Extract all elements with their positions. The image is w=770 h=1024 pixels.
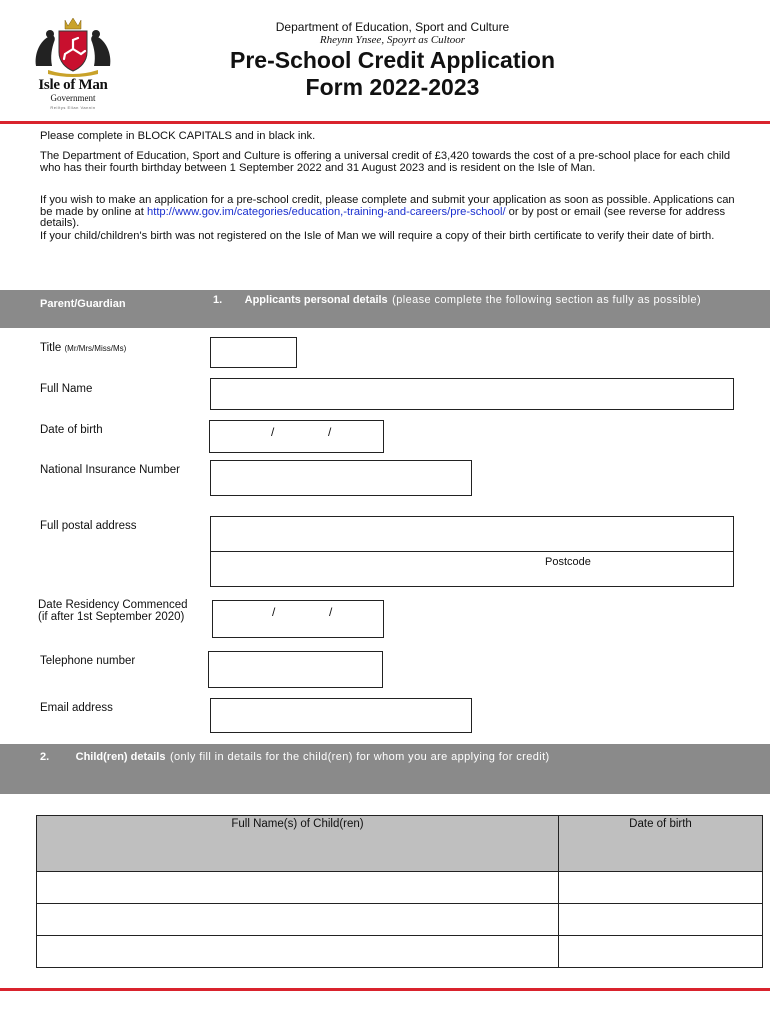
residency-label-line-1: Date Residency Commenced [38,599,188,611]
logo-sub: Government [50,93,96,103]
section-2-header [0,744,770,794]
dob-separator: / [271,425,275,439]
intro-how-to-apply [40,195,735,230]
dob-label: Date of birth [40,424,103,436]
telephone-label: Telephone number [40,655,136,667]
table-header-row [37,816,763,872]
logo-motto: Reiltys Ellan Vannin [50,105,96,110]
child-dob-cell[interactable] [559,936,763,968]
intro-apply-text-after: or by post or email (see reverse for address details). [40,205,726,229]
residency-date-separator: / [272,605,276,619]
section-1-heading: Applicants personal details [244,294,388,306]
section-2-heading: Child(ren) details [75,751,166,763]
residency-date-label [38,599,188,623]
title-label-text: Title [40,342,62,354]
title-line-2: Form 2022-2023 [305,74,480,100]
ni-number-input[interactable] [210,460,472,496]
email-input[interactable] [210,698,472,733]
table-row [37,872,763,904]
postcode-label: Postcode [545,556,591,568]
full-name-input[interactable] [210,378,734,410]
section-1-number: 1. [213,294,223,306]
address-line-2-input[interactable] [210,551,734,587]
telephone-input[interactable] [208,651,383,688]
intro-apply-text: If you wish to make an application for a pre-school credit, please complete and submit your application as soon as possible. Applications can be made by online at [40,194,735,218]
child-name-cell[interactable] [37,904,559,936]
residency-label-line-2: (if after 1st September 2020) [38,611,185,623]
section-1-note: (please complete the following section as fully as possible) [392,294,702,306]
section-1-header [0,290,770,328]
residency-date-separator: / [329,605,333,619]
intro-credit-info: The Department of Education, Sport and Culture is offering a universal credit of £3,420 towards the cost of a pre-school place for each child who has their fourth birthday between 1 September 2022 and 31 August 2023 and is resident on the Isle of Man. [40,150,731,174]
table-row [37,904,763,936]
parent-guardian-label: Parent/Guardian [40,298,126,310]
pre-school-link[interactable]: http://www.gov.im/categories/education,-training-and-careers/pre-school/ [146,205,506,218]
address-line-1-input[interactable] [210,516,734,552]
dob-separator: / [328,425,332,439]
ni-number-label: National Insurance Number [40,464,180,476]
logo-wordmark [28,78,118,110]
child-dob-column-header: Date of birth [559,816,763,872]
table-row [37,936,763,968]
intro-birth-certificate: If your child/children's birth was not registered on the Isle of Man we will require a copy of their birth certificate to verify their date of birth. [40,230,715,242]
child-name-cell[interactable] [37,936,559,968]
postal-address-label: Full postal address [40,520,137,532]
header-divider [0,121,770,124]
email-label: Email address [40,702,113,714]
child-dob-cell[interactable] [559,904,763,936]
title-hint: (Mr/Mrs/Miss/Ms) [64,344,127,353]
residency-date-input[interactable] [212,600,384,638]
section-2-number: 2. [40,751,50,763]
child-name-column-header: Full Name(s) of Child(ren) [37,816,559,872]
title-input[interactable] [210,337,297,368]
child-details-table [36,815,763,968]
section-2-title [40,747,760,765]
dob-input[interactable] [209,420,384,453]
logo-name: Isle of Man [38,77,108,93]
footer-divider [0,988,770,991]
title-line-1: Pre-School Credit Application [229,47,555,73]
section-2-note: (only fill in details for the child(ren) for whom you are applying for credit) [169,751,550,763]
child-name-cell[interactable] [37,872,559,904]
department-name: Department of Education, Sport and Culture [275,20,510,34]
intro-instruction: Please complete in BLOCK CAPITALS and in black ink. [40,130,316,142]
page-title [140,47,645,101]
section-1-title [213,293,733,306]
full-name-label: Full Name [40,383,93,395]
child-dob-cell[interactable] [559,872,763,904]
title-label [40,342,126,355]
department-name-manx: Rheynn Ynsee, Spoyrt as Cultoor [319,34,466,46]
isle-of-man-crest-icon [28,14,118,78]
